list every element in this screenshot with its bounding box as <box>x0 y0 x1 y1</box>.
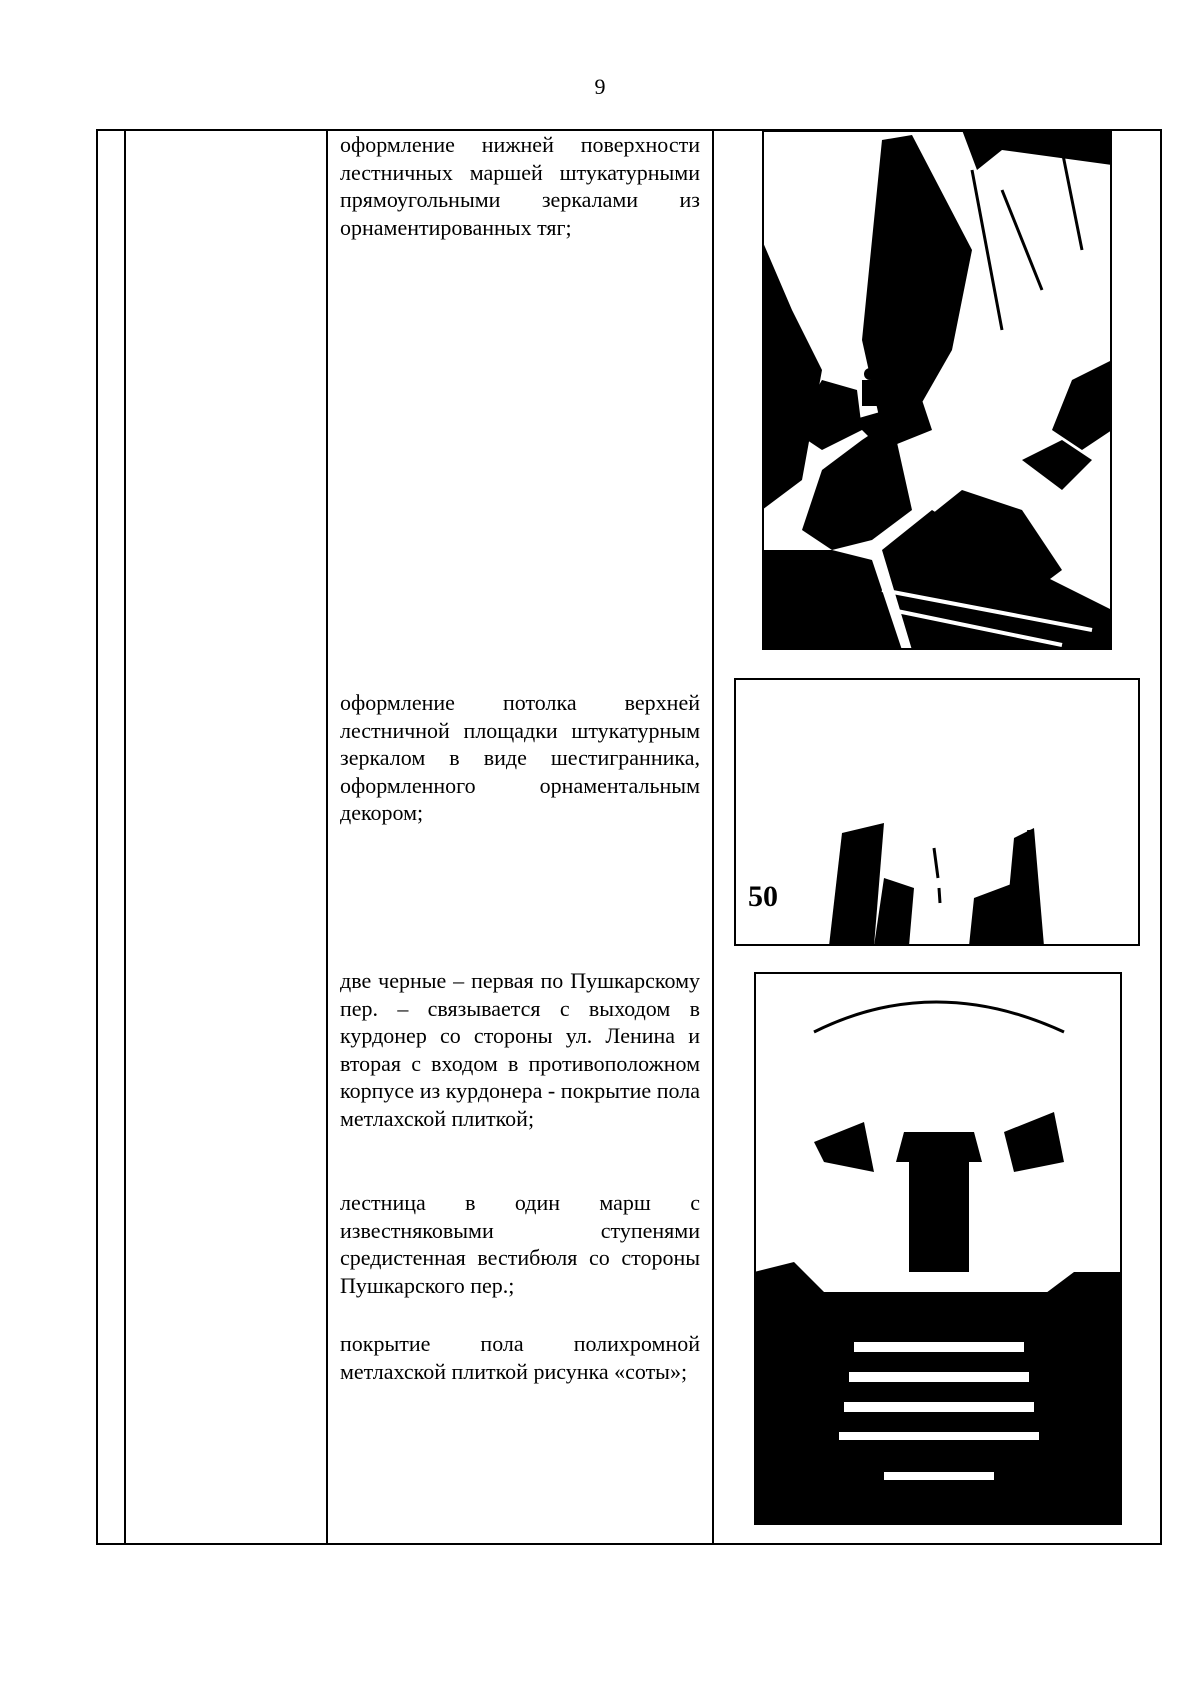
description-single-flight-stair: лестница в один марш с известняковыми ступенями средистенная вестибюля со стороны Пушкарского пер.; <box>340 1190 700 1298</box>
staircase-underside-photo <box>762 130 1112 650</box>
ceiling-hexagon-photo <box>734 678 1140 946</box>
description-stair-soffit: оформление нижней поверхности лестничных маршей штукатурными прямоугольными зеркалами из орнаментированных тяг; <box>340 132 700 240</box>
stair-doorway-photo <box>754 972 1122 1525</box>
table-column-divider <box>712 129 714 1545</box>
description-honeycomb-tile: покрытие пола полихромной метлахской плиткой рисунка «соты»; <box>340 1331 700 1384</box>
description-landing-ceiling: оформление потолка верхней лестничной площадки штукатурным зеркалом в виде шестигранника, оформленного орнаментальным декором; <box>340 690 700 825</box>
page-number: 9 <box>594 74 606 99</box>
table-column-divider <box>124 129 126 1545</box>
description-black-stairs: две черные – первая по Пушкарскому пер. – связывается с выходом в курдонер со стороны ул. Ленина и вторая с входом в противоположном корпусе из курдонера - покрытие пола метлахской плиткой; <box>340 968 700 1131</box>
table-column-divider <box>326 129 328 1545</box>
svg-text:50: 50 <box>748 880 778 913</box>
